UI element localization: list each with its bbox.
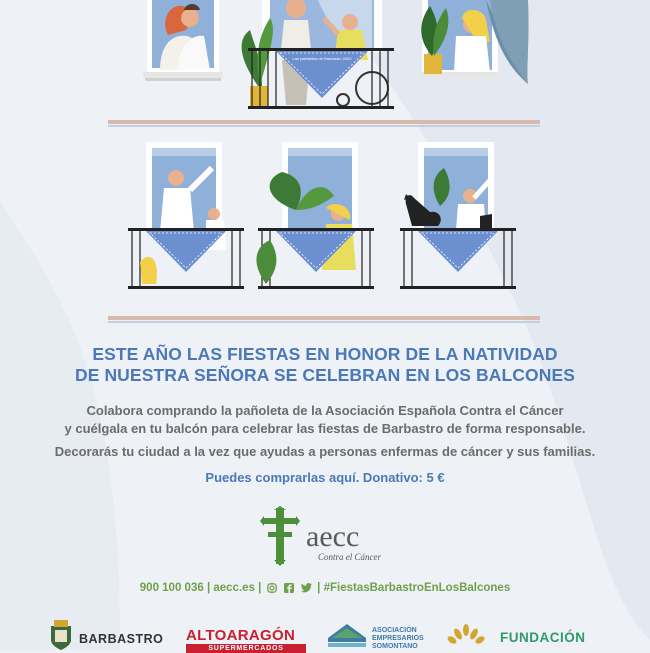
contact-line bbox=[0, 582, 650, 594]
donation-cta[interactable]: Puedes comprarlas aquí. Donativo: 5 € bbox=[205, 470, 445, 485]
headline-line2: DE NUESTRA SEÑORA SE CELEBRAN EN LOS BALCONES bbox=[74, 365, 576, 385]
website-link[interactable]: aecc.es bbox=[213, 582, 255, 594]
body-text bbox=[0, 402, 650, 461]
separator: | bbox=[206, 582, 211, 594]
balcony-elderly bbox=[242, 0, 394, 109]
facebook-icon[interactable] bbox=[284, 583, 294, 593]
fundacion-wheat-icon bbox=[447, 624, 485, 650]
asoc-line1: ASOCIACIÓN bbox=[372, 627, 417, 634]
scarf-text: Las pañoletas de Barbastro 2020 bbox=[292, 56, 352, 61]
separator: | bbox=[317, 582, 321, 594]
window-woman-plant bbox=[418, 0, 529, 84]
scarf-right bbox=[418, 231, 498, 272]
headline-line1: ESTE AÑO LAS FIESTAS EN HONOR DE LA NATIVIDAD bbox=[92, 344, 558, 364]
altoaragon-sub: SUPERMERCADOS bbox=[186, 644, 306, 653]
twitter-icon[interactable] bbox=[301, 583, 312, 593]
phone-number[interactable]: 900 100 036 bbox=[139, 582, 204, 594]
hashtag[interactable]: #FiestasBarbastroEnLosBalcones bbox=[323, 582, 511, 594]
fundacion-logo-text: FUNDACIÓN bbox=[500, 630, 586, 645]
body-line3: Decorarás tu ciudad a la vez que ayudas a personas enfermas de cáncer y sus familias. bbox=[54, 444, 596, 459]
aecc-wordmark: aecc bbox=[306, 520, 360, 553]
barbastro-logo-text: BARBASTRO bbox=[79, 632, 164, 646]
body-line2: y cuélgala en tu balcón para celebrar las fiestas de Barbastro de forma responsable. bbox=[64, 421, 586, 436]
asoc-line3: SOMONTANO bbox=[372, 643, 418, 650]
barbastro-crest-icon bbox=[48, 620, 74, 650]
asociacion-mountain-icon bbox=[328, 622, 366, 650]
separator: | bbox=[258, 582, 262, 594]
balcony-plants bbox=[256, 142, 374, 289]
asociacion-logo-text bbox=[372, 627, 424, 651]
ledge-bottom bbox=[108, 316, 540, 320]
window-couple bbox=[143, 0, 223, 81]
balcony-cat bbox=[400, 142, 516, 289]
altoaragon-logo bbox=[186, 628, 306, 653]
asoc-line2: EMPRESARIOS bbox=[372, 635, 424, 642]
aecc-tagline: Contra el Cáncer bbox=[318, 552, 381, 562]
body-line1: Colabora comprando la pañoleta de la Asociación Española Contra el Cáncer bbox=[86, 403, 564, 418]
instagram-icon[interactable] bbox=[267, 583, 277, 593]
balcony-doctor bbox=[128, 142, 244, 289]
ledge-top bbox=[108, 120, 540, 124]
headline bbox=[0, 344, 650, 386]
altoaragon-name: ALTOARAGÓN bbox=[186, 627, 296, 644]
scarf-left bbox=[146, 231, 226, 272]
